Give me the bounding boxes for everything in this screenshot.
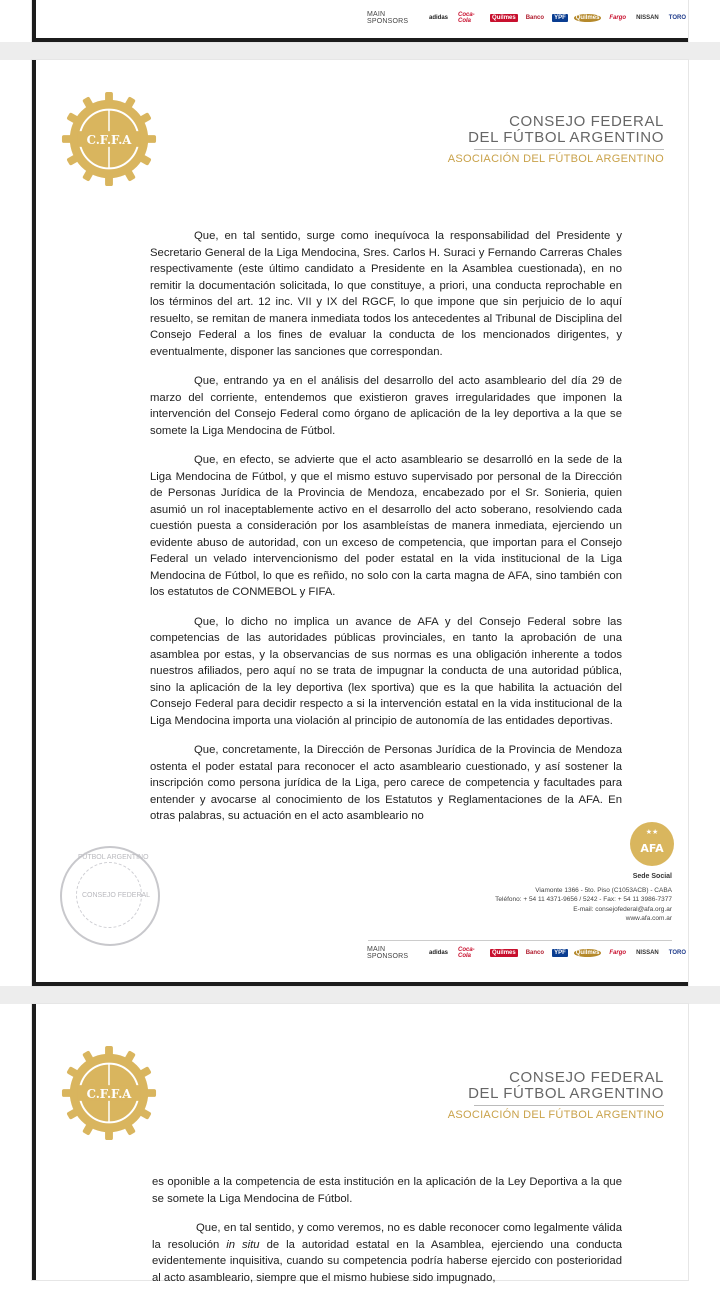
- org-title-line3: ASOCIACIÓN DEL FÚTBOL ARGENTINO: [447, 153, 664, 165]
- paragraph: Que, lo dicho no implica un avance de AFA y del Consejo Federal sobre las competencias de las autoridades públicas provinciales, en tanto la aprobación de una asamblea por estas, y la observancias de sus normas es una obligación inherente a todos nuestros afiliados, pero aquí no se trata de impugnar la conducta de una autoridad pública, sino la aplicación de la ley deportiva (lex sportiva) que es la que habilita la actuación del Consejo Federal para decidir respecto a si la intervención estatal en la vida institucional de la Liga Mendocina importa una violación al principio de autonomía de las entidades deportivas.: [150, 615, 622, 727]
- paragraph: Que, concretamente, la Dirección de Personas Jurídica de la Provincia de Mendoza ostenta el poder estatal para reconocer el acto asambleario cuestionado, y así sostener la inscripción como persona jurídica de la Liga, pero carece de competencia y facultades para entender y avocarse al conocimiento de los Estatutos y Reglamentaciones de la AFA. En otras palabras, su actuación en el acto asambleario no: [150, 744, 622, 822]
- document-page: [32, 1004, 688, 1284]
- svg-text:C.F.F.A: C.F.F.A: [86, 1086, 132, 1101]
- document-body: [150, 228, 622, 825]
- sponsors-label: MAIN SPONSORS: [367, 946, 409, 960]
- afa-badge-icon: [630, 822, 674, 866]
- org-title-line1: CONSEJO FEDERAL: [509, 113, 664, 130]
- svg-text:AFA: AFA: [640, 842, 664, 855]
- document-page: [32, 60, 688, 986]
- sponsor-banco-logo: Banco: [525, 15, 545, 21]
- official-stamp: FÚTBOL ARGENTINO CONSEJO FEDERAL: [60, 846, 160, 946]
- sponsor-quilmes-logo: Quilmes: [492, 950, 516, 956]
- sede-phone: Teléfono: + 54 11 4371-9656 / 5242 - Fax: + 54 11 3986-7377: [495, 896, 672, 903]
- paragraph: Que, en tal sentido, y como veremos, no es dable reconocer como legalmente válida la resolución in situ de la autoridad estatal en la Asamblea, ejerciendo una conducta evidentemente inquisitiva, cuando su competencia podría haberse ejercido con posterioridad al acto asambleario, siempre que el mismo hubiese sido impugnado,: [152, 1222, 623, 1284]
- sponsors-label: MAIN SPONSORS: [367, 11, 409, 25]
- sponsor-nissan-logo: NISSAN: [636, 15, 659, 21]
- svg-text:C.F.F.A: C.F.F.A: [86, 132, 132, 147]
- sponsor-cocacola-logo: Coca-Cola: [458, 12, 475, 24]
- sede-address: Viamonte 1366 - 5to. Piso (C1053ACB) - CABA: [535, 886, 672, 894]
- sede-social-block: [432, 872, 672, 924]
- sponsors-bar: [367, 11, 688, 25]
- sede-web: www.afa.com.ar: [625, 915, 672, 922]
- sponsor-fargo-logo: Fargo: [609, 950, 627, 956]
- document-page-top: [32, 0, 688, 42]
- paragraph: Que, en tal sentido, surge como inequívoca la responsabilidad del Presidente y Secretario General de la Liga Mendocina, Sres. Carlos H. Suraci y Fernando Carreras Chales respectivamente (este último candidato a Presidente en la Asamblea cuestionada), en no remitir la documentación solicitada, lo que constituye, a priori, una conducta reprochable en los términos del art. 12 inc. VII y IX del RGCF, lo que impone que sin perjuicio de lo aquí resuelto, se remitan de manera inmediata todos los antecedentes al Tribunal de Disciplina del Consejo Federal a los fines de evaluar la conducta de los mencionados dirigentes, y eventualmente, disponer las sanciones que correspondan.: [150, 230, 622, 358]
- org-title-line2: DEL FÚTBOL ARGENTINO: [468, 129, 664, 146]
- sponsor-toro-logo: TORO: [668, 15, 686, 21]
- page-gap: [0, 986, 720, 1004]
- org-title-line3: ASOCIACIÓN DEL FÚTBOL ARGENTINO: [447, 1109, 664, 1121]
- org-title-block: [432, 1070, 664, 1121]
- sponsor-toro-logo: TORO: [668, 950, 686, 956]
- sponsor-cocacola-logo: Coca-Cola: [458, 947, 475, 959]
- sponsor-nissan-logo: NISSAN: [636, 950, 659, 956]
- org-title-block: [432, 114, 664, 165]
- sponsor-ypf-logo: YPF: [554, 950, 566, 956]
- org-title-line1: CONSEJO FEDERAL: [509, 1069, 664, 1086]
- sponsors-bar: [367, 946, 688, 960]
- sede-email: E-mail: consejofederal@afa.org.ar: [573, 905, 672, 913]
- paragraph: es oponible a la competencia de esta institución en la aplicación de la Ley Deportiva a la que se somete la Liga Mendocina de Fútbol.: [152, 1176, 622, 1205]
- sponsor-fargo-logo: Fargo: [609, 15, 627, 21]
- document-body: [152, 1174, 622, 1299]
- paragraph: Que, en efecto, se advierte que el acto asambleario se desarrolló en la sede de la Liga Mendocina de Fútbol, y que el mismo estuvo supervisado por personal de la Dirección de Personas Jurídica de la Provincia de Mendoza, encabezado por el Sr. Sonieria, quien asumió un rol inaceptablemente activo en el desarrollo del acto soberano, resolviendo cada cuestión puesta a consideración por los asambleístas de manera inmediata, ejerciendo un evidente abuso de autoridad, con un exceso de competencia, que importan para el Consejo Federal un velado intervencionismo del poder estatal en la vida institucional de la Liga Mendocina de Fútbol, lo que es reñido, no solo con la carta magna de AFA, sino también con los estatutos de CONMEBOL y FIFA.: [150, 454, 622, 598]
- cffa-logo-icon: [60, 1044, 158, 1142]
- sponsor-quilmes-badge-logo: Quilmes: [575, 950, 600, 956]
- sponsor-quilmes-logo: Quilmes: [492, 15, 516, 21]
- org-title-line2: DEL FÚTBOL ARGENTINO: [468, 1085, 664, 1102]
- page-gap: [0, 42, 720, 60]
- sponsor-quilmes-badge-logo: Quilmes: [575, 15, 600, 21]
- sponsor-adidas-logo: adidas: [428, 950, 448, 956]
- svg-text:★★: ★★: [645, 829, 659, 836]
- sponsor-banco-logo: Banco: [525, 950, 545, 956]
- sponsor-ypf-logo: YPF: [554, 15, 566, 21]
- cffa-logo-icon: [60, 90, 158, 188]
- sponsor-adidas-logo: adidas: [428, 15, 448, 21]
- sede-title: Sede Social: [632, 873, 672, 880]
- paragraph: Que, entrando ya en el análisis del desarrollo del acto asambleario del día 29 de marzo del corriente, entendemos que existieron graves irregularidades que imponen la intervención del Consejo Federal como órgano de aplicación de la ley deportiva a la que se somete la Liga Mendocina de Fútbol.: [150, 375, 622, 437]
